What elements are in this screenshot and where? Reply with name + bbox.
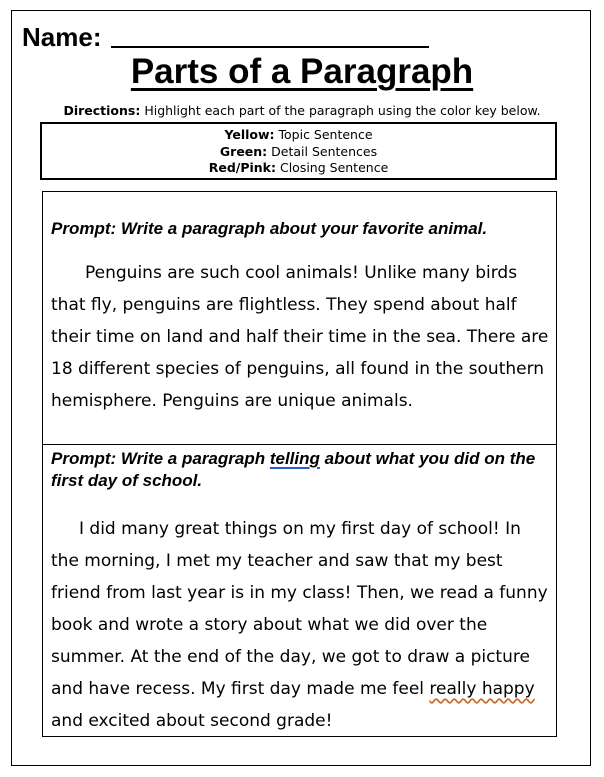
key-part-label: Detail Sentences bbox=[267, 143, 378, 159]
name-row bbox=[22, 22, 429, 52]
prompt-section-2 bbox=[43, 445, 556, 737]
key-part-label: Closing Sentence bbox=[276, 160, 389, 175]
prompt-2 bbox=[43, 448, 556, 492]
directions-label: Directions: bbox=[63, 103, 141, 118]
name-blank-line bbox=[111, 46, 429, 48]
color-key-red-pink bbox=[42, 160, 555, 177]
color-key-box bbox=[40, 122, 557, 180]
key-color-label: Green: bbox=[219, 143, 268, 159]
color-key-yellow bbox=[42, 127, 555, 144]
prompt-2-underlined-word: telling bbox=[269, 449, 320, 468]
paragraph-2-text-end: and excited about second grade! bbox=[51, 711, 333, 731]
key-color-label: Yellow: bbox=[224, 127, 275, 142]
page-title bbox=[0, 50, 604, 94]
color-key-green bbox=[42, 144, 555, 161]
paragraph-1[interactable]: Penguins are such cool animals! Unlike many birds that fly, penguins are flightless. They spend about half their time on land and half their time in the sea. There are 18 different species of penguins, all found in the southern hemisphere. Penguins are unique animals. bbox=[51, 263, 549, 411]
key-color-label: Red/Pink: bbox=[208, 160, 276, 175]
directions-text: Highlight each part of the paragraph using the color key below. bbox=[140, 103, 541, 118]
prompts-box bbox=[42, 191, 557, 737]
paragraph-2-text: I did many great things on my first day of school! In the morning, I met my teacher and saw that my best friend from last year is in my class! Then, we read a funny book and wrote a story about what we did over the summer. At the end of the day, we got to draw a picture and have recess. My first day made me feel bbox=[51, 519, 548, 699]
paragraph-2[interactable] bbox=[43, 513, 556, 737]
paragraph-2-flagged-phrase: really happy bbox=[429, 679, 535, 699]
prompt-2-text: Prompt: Write a paragraph bbox=[51, 449, 270, 468]
prompt-section-1 bbox=[43, 192, 556, 445]
prompt-1: Prompt: Write a paragraph about your favorite animal. bbox=[51, 219, 488, 238]
key-part-label: Topic Sentence bbox=[274, 127, 373, 142]
directions bbox=[0, 103, 604, 119]
prompt-2-text-end: about what you did on the first day of school. bbox=[51, 449, 536, 490]
title-text: Parts of a Paragraph bbox=[130, 52, 474, 91]
name-label: Name: bbox=[22, 22, 102, 52]
